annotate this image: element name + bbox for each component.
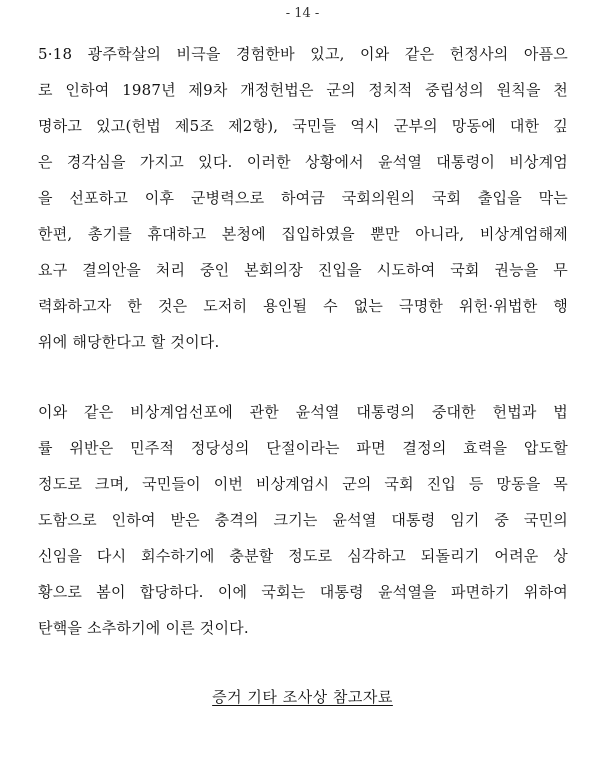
section-heading	[0, 686, 605, 707]
paragraph-line: 신임을 다시 회수하기에 충분할 정도로 심각하고 되돌리기 어려운 상	[38, 547, 568, 565]
paragraph-line: 한편, 총기를 휴대하고 본청에 집입하였을 뿐만 아니라, 비상계엄해제	[38, 225, 568, 243]
paragraph-line: 정도로 크며, 국민들이 이번 비상계엄시 군의 국회 진입 등 망동을 목	[38, 475, 568, 493]
paragraph-line: 률 위반은 민주적 정당성의 단절이라는 파면 결정의 효력을 압도할	[38, 439, 568, 457]
paragraph-line: 명하고 있고(헌법 제5조 제2항), 국민들 역시 군부의 망동에 대한 깊	[38, 117, 568, 135]
paragraph-line: 위에 해당한다고 할 것이다.	[38, 333, 220, 351]
paragraph-line: 5·18 광주학살의 비극을 경험한바 있고, 이와 같은 헌정사의 아픔으	[38, 45, 568, 63]
paragraph-line: 이와 같은 비상계엄선포에 관한 윤석열 대통령의 중대한 헌법과 법	[38, 403, 568, 421]
section-heading-text: 증거 기타 조사상 참고자료	[212, 688, 393, 706]
paragraph-line: 을 선포하고 이후 군병력으로 하여금 국회의원의 국회 출입을 막는	[38, 189, 568, 207]
page-number: - 14 -	[285, 6, 320, 21]
paragraph-line: 탄핵을 소추하기에 이른 것이다.	[38, 619, 249, 637]
paragraph-line: 황으로 봄이 합당하다. 이에 국회는 대통령 윤석열을 파면하기 위하여	[38, 583, 568, 601]
paragraph-line: 도함으로 인하여 받은 충격의 크기는 윤석열 대통령 임기 중 국민의	[38, 511, 568, 529]
paragraph-line: 력화하고자 한 것은 도저히 용인될 수 없는 극명한 위헌·위법한 행	[38, 297, 568, 315]
paragraph-line: 은 경각심을 가지고 있다. 이러한 상황에서 윤석열 대통령이 비상계엄	[38, 153, 568, 171]
paragraph-line: 요구 결의안을 처리 중인 본회의장 진입을 시도하여 국회 권능을 무	[38, 261, 568, 279]
body-paragraph-2	[38, 400, 568, 652]
paragraph-line: 로 인하여 1987년 제9차 개정헌법은 군의 정치적 중립성의 원칙을 천	[38, 81, 568, 99]
body-paragraph-1	[38, 42, 568, 366]
